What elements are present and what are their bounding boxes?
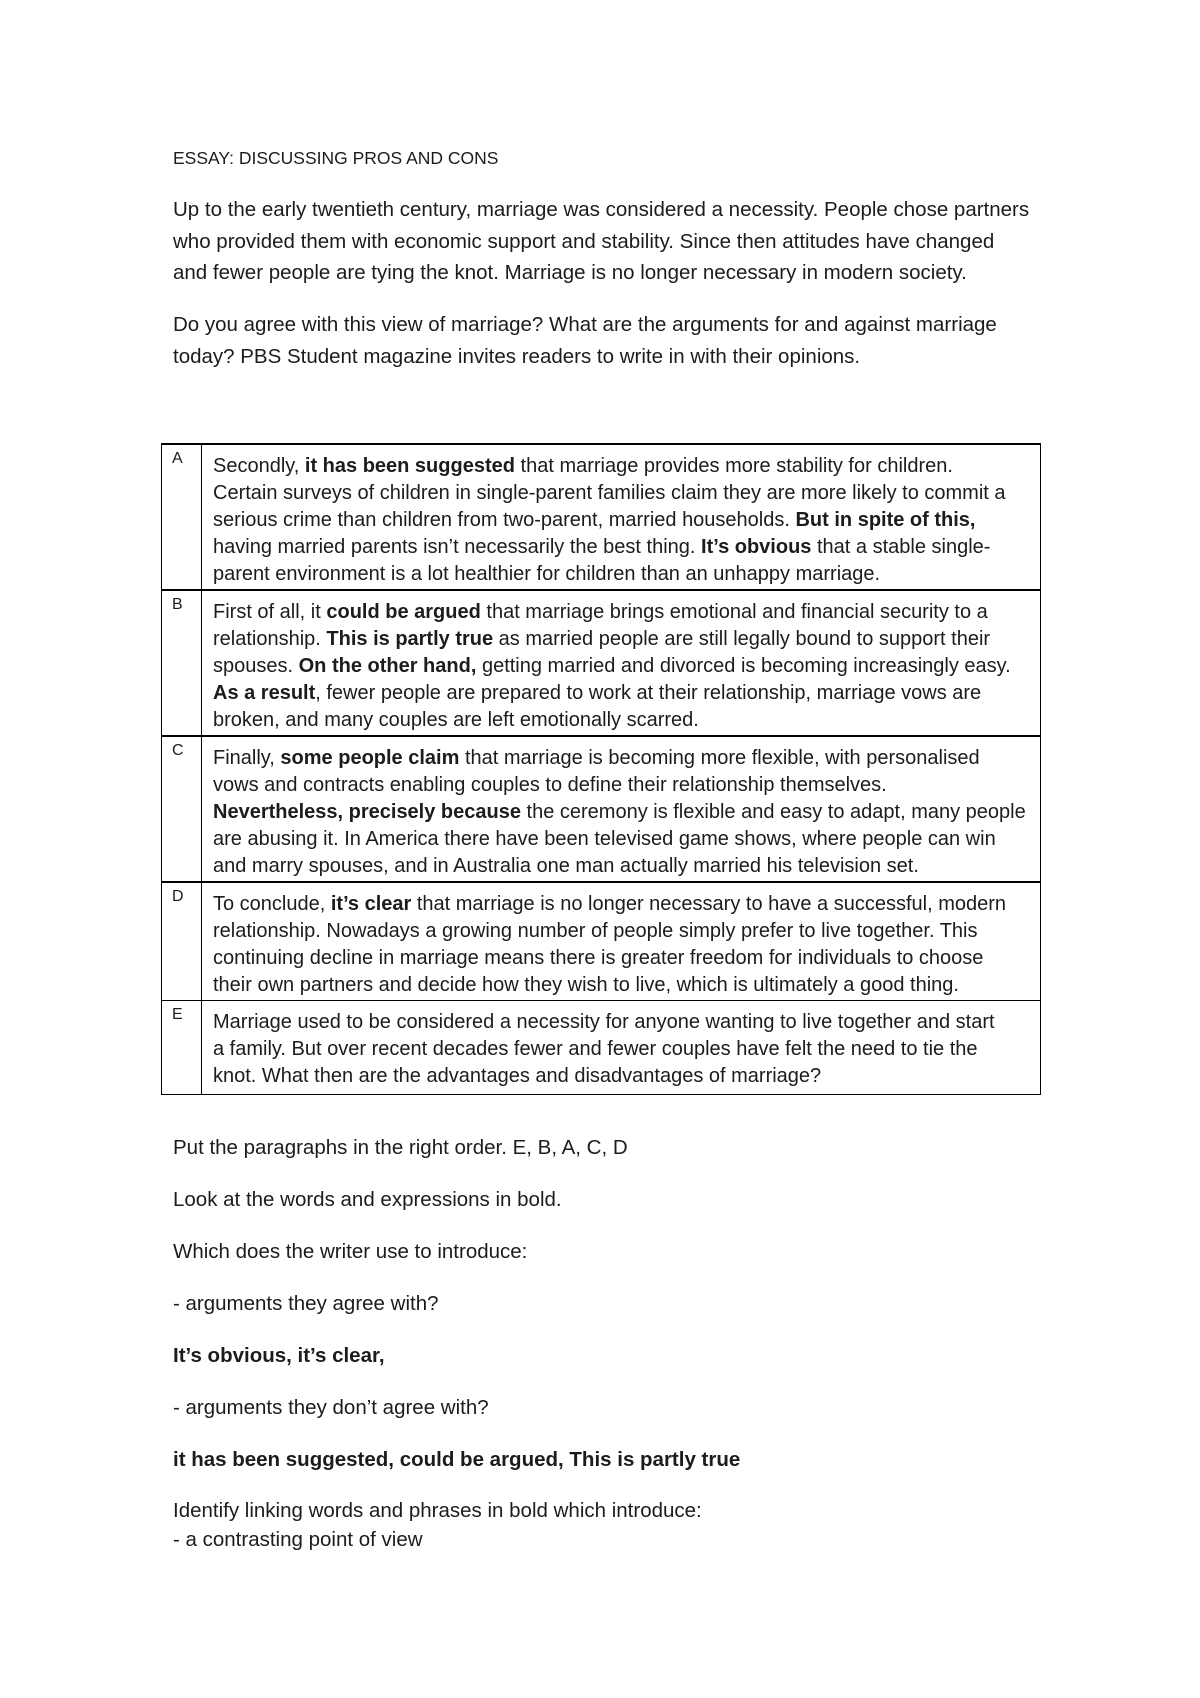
text-run: Secondly,	[213, 455, 305, 477]
bold-phrase: could be argued	[326, 601, 481, 623]
text-line	[213, 534, 1036, 561]
bold-phrase: some people claim	[280, 747, 460, 769]
text-run: spouses.	[213, 655, 299, 677]
text-line	[213, 891, 1036, 918]
text-line	[213, 745, 1036, 772]
text-run: relationship.	[213, 628, 327, 650]
text-run: Certain surveys of children in single-parent families claim they are more likely to commit a	[213, 482, 1006, 504]
paragraph-text	[202, 882, 1041, 1001]
task-linking-prompt: Identify linking words and phrases in bold which introduce:	[173, 1499, 702, 1522]
text-line	[213, 507, 1036, 534]
task-disagree-answer: it has been suggested, could be argued, This is partly true	[173, 1448, 741, 1471]
text-run: having married parents isn’t necessarily the best thing.	[213, 536, 702, 558]
text-line	[213, 707, 1036, 734]
text-run: Finally,	[213, 747, 281, 769]
task-linking-block	[173, 1496, 740, 1554]
text-run: knot. What then are the advantages and disadvantages of marriage?	[213, 1065, 822, 1087]
bold-phrase: But in spite of this,	[795, 509, 976, 531]
text-run: Marriage used to be considered a necessity for anyone wanting to live together and start	[213, 1011, 995, 1033]
bold-phrase: On the other hand,	[298, 655, 477, 677]
text-line: Do you agree with this view of marriage? What are the arguments for and against marriage	[173, 313, 997, 336]
text-run: First of all, it	[213, 601, 327, 623]
text-line	[213, 1063, 1036, 1090]
text-line	[213, 945, 1036, 972]
paragraph-label: D	[162, 882, 202, 1001]
task-contrast-prompt: - a contrasting point of view	[173, 1528, 423, 1551]
text-line	[213, 772, 1036, 799]
text-line	[213, 853, 1036, 880]
bold-phrase: It’s obvious	[701, 536, 812, 558]
text-run: , fewer people are prepared to work at their relationship, marriage vows are	[315, 682, 982, 704]
text-run: a family. But over recent decades fewer and fewer couples have felt the need to tie the	[213, 1038, 978, 1060]
text-run: getting married and divorced is becoming increasingly easy.	[476, 655, 1011, 677]
text-line	[213, 561, 1036, 588]
text-line: who provided them with economic support and stability. Since then attitudes have changed	[173, 229, 995, 253]
task-introduce-question: Which does the writer use to introduce:	[173, 1240, 528, 1263]
text-run: serious crime than children from two-parent, married households.	[213, 509, 796, 531]
text-line	[213, 480, 1036, 507]
text-line	[213, 1036, 1036, 1063]
paragraph-text	[202, 1001, 1041, 1095]
text-run: To conclude,	[213, 893, 331, 915]
bold-phrase: Nevertheless, precisely because	[213, 801, 521, 823]
paragraph-row-b	[162, 590, 1041, 736]
intro-paragraph-2	[173, 309, 997, 372]
text-line	[213, 599, 1036, 626]
paragraph-text	[202, 590, 1041, 736]
paragraph-row-a	[162, 444, 1041, 590]
bold-phrase: it’s clear	[330, 893, 412, 915]
text-run: their own partners and decide how they wish to live, which is ultimately a good thing.	[213, 974, 959, 996]
text-run: as married people are still legally bound to support their	[493, 628, 991, 650]
text-run: are abusing it. In America there have been televised game shows, where people can win	[213, 828, 996, 850]
paragraph-label: B	[162, 590, 202, 736]
task-agree-answer: It’s obvious, it’s clear,	[173, 1344, 385, 1367]
text-line: today? PBS Student magazine invites readers to write in with their opinions.	[173, 344, 861, 368]
text-run: that a stable single-	[811, 536, 991, 558]
text-line	[213, 972, 1036, 999]
tasks-section	[173, 1132, 740, 1575]
text-line	[213, 626, 1036, 653]
paragraph-row-d	[162, 882, 1041, 1001]
text-run: broken, and many couples are left emotionally scarred.	[213, 709, 699, 731]
text-run: that marriage provides more stability for children.	[514, 455, 953, 477]
paragraph-label: E	[162, 1001, 202, 1095]
bold-phrase: This is partly true	[326, 628, 494, 650]
text-line: and fewer people are tying the knot. Marriage is no longer necessary in modern society.	[173, 261, 967, 284]
text-run: that marriage is becoming more flexible, with personalised	[459, 747, 980, 769]
intro-paragraph-1	[173, 194, 1029, 289]
paragraph-label: A	[162, 444, 202, 590]
text-line	[213, 1009, 1036, 1036]
text-line	[213, 653, 1036, 680]
task-order: Put the paragraphs in the right order. E, B, A, C, D	[173, 1136, 628, 1159]
text-line: Up to the early twentieth century, marriage was considered a necessity. People chose partners	[173, 198, 1030, 221]
bold-phrase: As a result	[213, 682, 316, 704]
text-run: that marriage brings emotional and financial security to a	[480, 601, 988, 623]
text-line	[213, 680, 1036, 707]
text-run: continuing decline in marriage means there is greater freedom for individuals to choose	[213, 947, 984, 969]
text-run: vows and contracts enabling couples to define their relationship themselves.	[213, 774, 887, 796]
task-agree-prompt: - arguments they agree with?	[173, 1292, 439, 1315]
paragraph-row-c	[162, 736, 1041, 882]
paragraph-text	[202, 736, 1041, 882]
text-run: parent environment is a lot healthier for children than an unhappy marriage.	[213, 563, 881, 585]
essay-title: ESSAY: DISCUSSING PROS AND CONS	[173, 148, 499, 168]
text-run: that marriage is no longer necessary to have a successful, modern	[411, 893, 1007, 915]
bold-phrase: it has been suggested	[304, 455, 515, 477]
text-run: relationship. Nowadays a growing number of people simply prefer to live together. This	[213, 920, 978, 942]
task-disagree-prompt: - arguments they don’t agree with?	[173, 1396, 489, 1419]
paragraphs-table	[161, 443, 1041, 1095]
task-bold-instruction: Look at the words and expressions in bold.	[173, 1188, 562, 1211]
text-run: and marry spouses, and in Australia one man actually married his television set.	[213, 855, 919, 877]
text-line	[213, 799, 1036, 826]
paragraph-text	[202, 444, 1041, 590]
text-line	[213, 826, 1036, 853]
paragraph-label: C	[162, 736, 202, 882]
text-line	[213, 453, 1036, 480]
paragraph-row-e	[162, 1001, 1041, 1095]
text-run: the ceremony is flexible and easy to adapt, many people	[520, 801, 1026, 823]
text-line	[213, 918, 1036, 945]
